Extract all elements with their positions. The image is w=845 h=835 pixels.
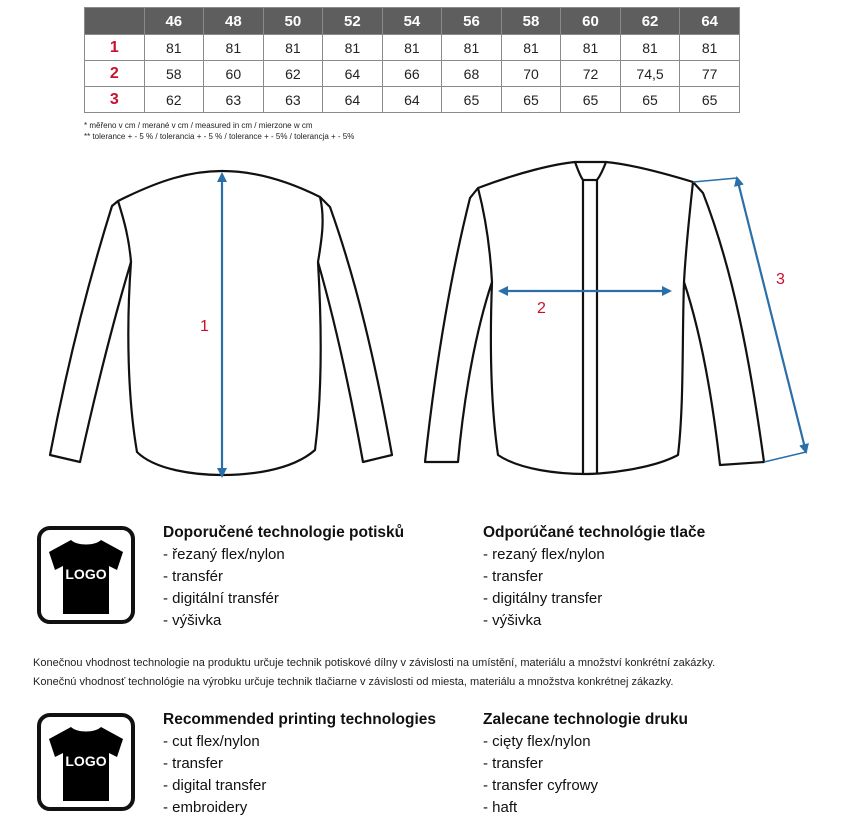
size-header: 52 [323, 8, 383, 35]
paragraph-sk: Konečnú vhodnosť technológie na výrobku určuje technik tlačiarne v závislosti od miesta, materiálu a množstva konkrétnej zákazky. [33, 676, 674, 688]
list-item: - výšivka [163, 612, 222, 629]
note-measured: * měřeno v cm / merané v cm / measured in cm / mierzone w cm [84, 121, 313, 130]
measure-arrow-3 [737, 178, 806, 452]
table-cell: 81 [501, 35, 561, 61]
table-cell: 81 [382, 35, 442, 61]
tshirt-icon [41, 717, 131, 807]
list-item: - transfer [163, 755, 224, 772]
table-cell: 65 [442, 87, 502, 113]
paragraph-cz: Konečnou vhodnost technologie na produktu určuje technik potiskové dílny v závislosti na umístění, materiálu a množství konkrétní zakázky. [33, 657, 716, 669]
tech-list-cz [163, 522, 404, 632]
size-header: 54 [382, 8, 442, 35]
note-tolerance: ** tolerance + - 5 % / tolerancia + - 5 % / tolerance + - 5% / tolerancja + - 5% [84, 132, 355, 141]
table-cell: 77 [680, 61, 740, 87]
list-item: - transfer [483, 568, 544, 585]
table-cell: 74,5 [620, 61, 680, 87]
table-cell: 64 [382, 87, 442, 113]
row-label: 2 [85, 61, 145, 87]
tech-list-pl [483, 709, 688, 819]
table-cell: 81 [204, 35, 264, 61]
size-table [84, 7, 740, 113]
list-item: - transfér [163, 568, 224, 585]
size-header: 64 [680, 8, 740, 35]
tech-title-en: Recommended printing technologies [163, 711, 436, 728]
tshirt-logo-icon [37, 713, 135, 811]
table-cell: 81 [323, 35, 383, 61]
jacket-back-outline [425, 162, 764, 474]
list-item: - řezaný flex/nylon [163, 546, 285, 563]
table-cell: 64 [323, 87, 383, 113]
tech-list-en [163, 709, 436, 819]
table-cell: 64 [323, 61, 383, 87]
jacket-measurement-diagram [0, 160, 845, 490]
measure-label-2: 2 [537, 300, 546, 317]
table-cell: 81 [620, 35, 680, 61]
table-row [85, 87, 740, 113]
row-label: 1 [85, 35, 145, 61]
list-item: - digitálny transfer [483, 590, 603, 607]
table-cell: 66 [382, 61, 442, 87]
table-cell: 65 [561, 87, 621, 113]
size-header: 50 [263, 8, 323, 35]
size-header: 58 [501, 8, 561, 35]
row-label: 3 [85, 87, 145, 113]
list-item: - cięty flex/nylon [483, 733, 591, 750]
table-cell: 65 [680, 87, 740, 113]
list-item: - embroidery [163, 799, 248, 816]
size-header-row [85, 8, 740, 35]
table-cell: 68 [442, 61, 502, 87]
list-item: - transfer [483, 755, 544, 772]
list-item: - haft [483, 799, 518, 816]
table-row [85, 35, 740, 61]
list-item: - cut flex/nylon [163, 733, 260, 750]
table-cell: 72 [561, 61, 621, 87]
table-cell: 62 [263, 61, 323, 87]
measure-label-3: 3 [776, 271, 785, 288]
table-cell: 65 [501, 87, 561, 113]
table-cell: 81 [561, 35, 621, 61]
size-header: 46 [144, 8, 204, 35]
logo-text: LOGO [65, 753, 107, 769]
list-item: - digitální transfér [163, 590, 279, 607]
table-row [85, 61, 740, 87]
tech-list-sk [483, 522, 705, 632]
table-corner [85, 8, 145, 35]
table-cell: 81 [680, 35, 740, 61]
tech-title-sk: Odporúčané technológie tlače [483, 524, 706, 541]
size-header: 48 [204, 8, 264, 35]
logo-text: LOGO [65, 566, 107, 582]
tech-title-pl: Zalecane technologie druku [483, 711, 688, 728]
table-cell: 58 [144, 61, 204, 87]
table-cell: 70 [501, 61, 561, 87]
measurement-notes [84, 120, 354, 142]
measure-label-1: 1 [200, 318, 209, 335]
table-cell: 65 [620, 87, 680, 113]
list-item: - rezaný flex/nylon [483, 546, 605, 563]
table-cell: 81 [442, 35, 502, 61]
size-header: 62 [620, 8, 680, 35]
tshirt-logo-icon [37, 526, 135, 624]
table-cell: 63 [263, 87, 323, 113]
tshirt-icon [41, 530, 131, 620]
list-item: - výšivka [483, 612, 542, 629]
size-header: 60 [561, 8, 621, 35]
table-cell: 62 [144, 87, 204, 113]
tech-title-cz: Doporučené technologie potisků [163, 524, 405, 541]
list-item: - transfer cyfrowy [483, 777, 599, 794]
list-item: - digital transfer [163, 777, 267, 794]
table-cell: 63 [204, 87, 264, 113]
table-cell: 81 [144, 35, 204, 61]
table-cell: 81 [263, 35, 323, 61]
size-header: 56 [442, 8, 502, 35]
table-cell: 60 [204, 61, 264, 87]
